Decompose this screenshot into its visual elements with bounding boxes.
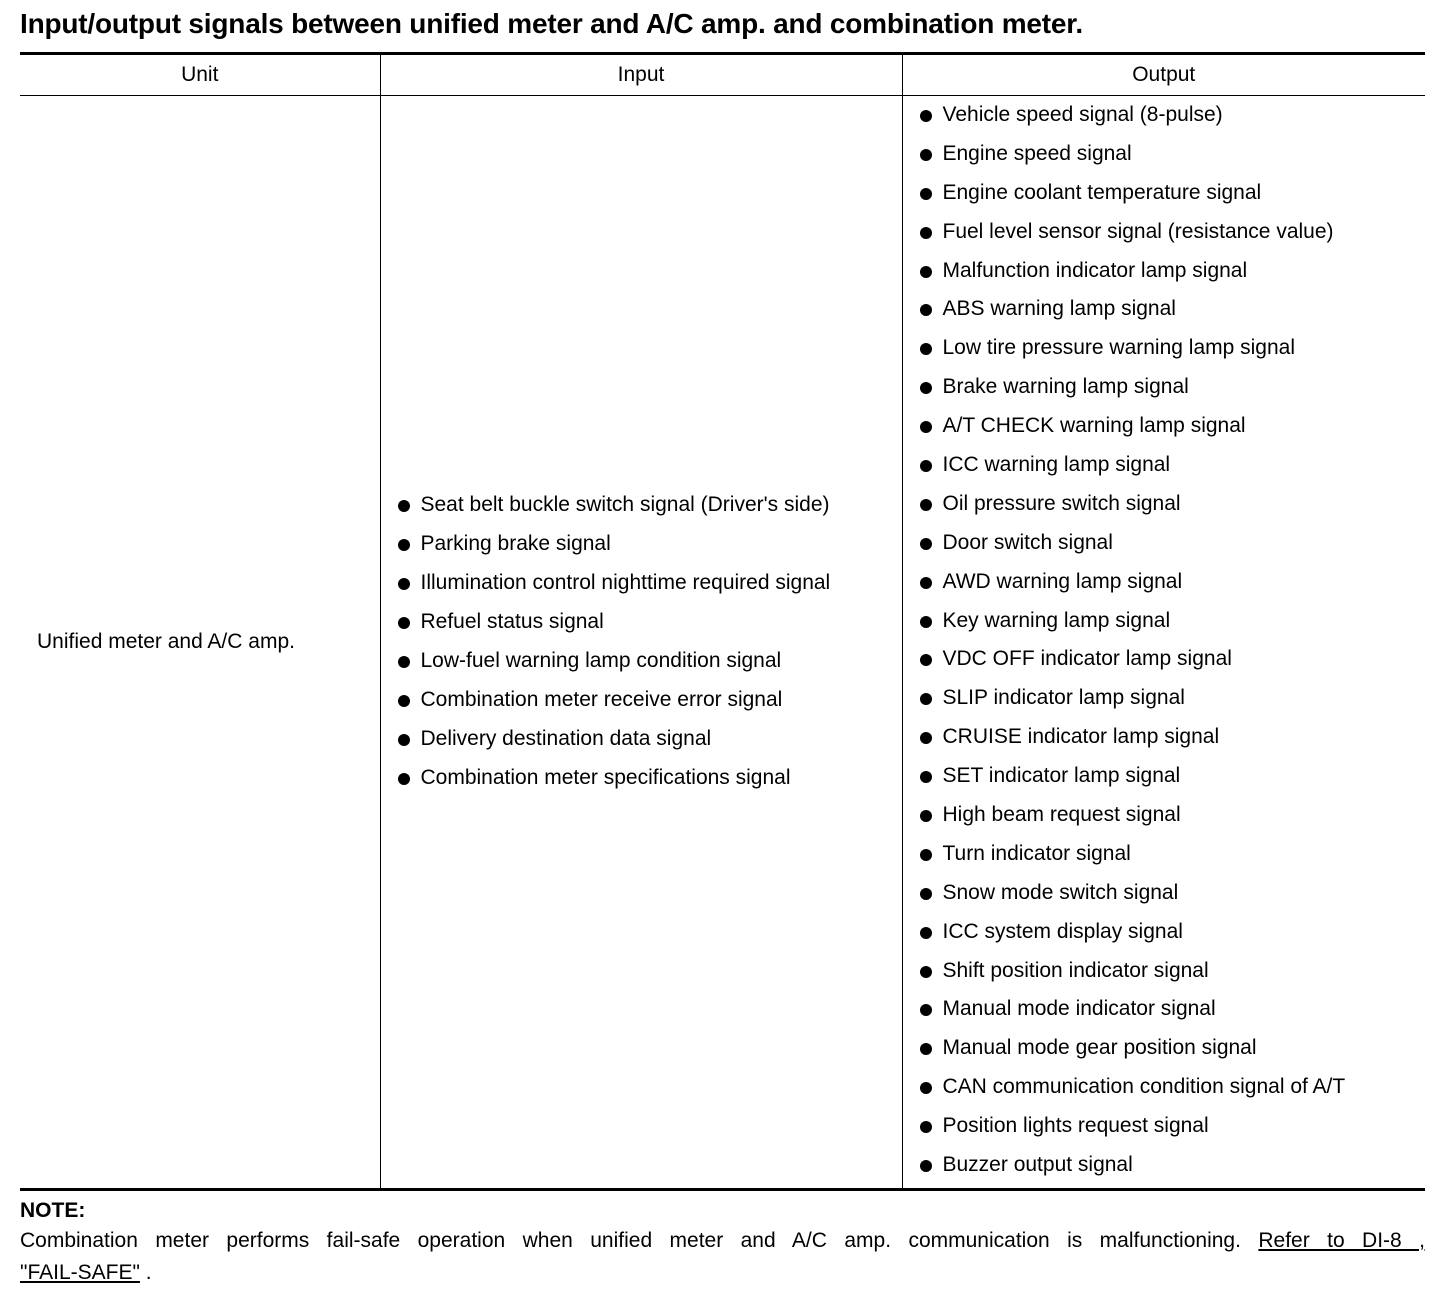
input-signal-item — [397, 720, 902, 759]
signal-label: Buzzer output signal — [942, 1153, 1133, 1177]
signal-label: CAN communication condition signal of A/T — [942, 1075, 1346, 1099]
bullet-icon — [920, 1043, 932, 1055]
note-section — [20, 1197, 1425, 1289]
signal-label: High beam request signal — [942, 803, 1181, 827]
output-signal-item — [919, 952, 1426, 991]
signal-label: Seat belt buckle switch signal (Driver's side) — [420, 493, 830, 517]
bullet-icon — [920, 343, 932, 355]
output-signal-item — [919, 524, 1426, 563]
output-signal-item — [919, 913, 1426, 952]
output-signal-list — [903, 96, 1426, 1188]
input-signal-list — [381, 486, 902, 797]
signal-label: Engine coolant temperature signal — [942, 180, 1262, 204]
signal-label: A/T CHECK warning lamp signal — [942, 414, 1246, 438]
output-cell — [902, 96, 1425, 1190]
input-signal-item — [397, 642, 902, 681]
signal-label: VDC OFF indicator lamp signal — [942, 647, 1232, 671]
table-row — [20, 96, 1425, 1190]
bullet-icon — [920, 654, 932, 666]
output-signal-item — [919, 990, 1426, 1029]
signal-label: Shift position indicator signal — [942, 958, 1209, 982]
note-tail: . — [139, 1260, 152, 1284]
signal-label: CRUISE indicator lamp signal — [942, 725, 1220, 749]
signal-label: SLIP indicator lamp signal — [942, 686, 1185, 710]
input-signal-item — [397, 603, 902, 642]
signal-label: Delivery destination data signal — [420, 726, 712, 750]
bullet-icon — [920, 460, 932, 472]
signal-label: Fuel level sensor signal (resistance value) — [942, 219, 1334, 243]
output-signal-item — [919, 1029, 1426, 1068]
input-signal-item — [397, 486, 902, 525]
output-signal-item — [919, 874, 1426, 913]
bullet-icon — [398, 695, 410, 707]
output-signal-item — [919, 757, 1426, 796]
bullet-icon — [920, 810, 932, 822]
signal-label: AWD warning lamp signal — [942, 569, 1183, 593]
bullet-icon — [920, 382, 932, 394]
signals-table — [20, 52, 1425, 1191]
output-signal-item — [919, 174, 1426, 213]
bullet-icon — [920, 1121, 932, 1133]
signal-label: Position lights request signal — [942, 1114, 1209, 1138]
output-signal-item — [919, 96, 1426, 135]
signal-label: Oil pressure switch signal — [942, 491, 1181, 515]
bullet-icon — [920, 616, 932, 628]
bullet-icon — [920, 227, 932, 239]
signal-label: Engine speed signal — [942, 141, 1132, 165]
signal-label: Low-fuel warning lamp condition signal — [420, 648, 782, 672]
output-signal-item — [919, 835, 1426, 874]
output-signal-item — [919, 679, 1426, 718]
output-signal-item — [919, 407, 1426, 446]
bullet-icon — [920, 110, 932, 122]
bullet-icon — [920, 1160, 932, 1172]
bullet-icon — [398, 617, 410, 629]
bullet-icon — [920, 1082, 932, 1094]
bullet-icon — [398, 656, 410, 668]
signal-label: SET indicator lamp signal — [942, 764, 1181, 788]
output-signal-item — [919, 602, 1426, 641]
signal-label: Turn indicator signal — [942, 841, 1131, 865]
signal-label: ICC system display signal — [942, 919, 1183, 943]
output-signal-item — [919, 563, 1426, 602]
bullet-icon — [920, 538, 932, 550]
signal-label: Vehicle speed signal (8-pulse) — [942, 103, 1223, 126]
bullet-icon — [920, 577, 932, 589]
bullet-icon — [398, 773, 410, 785]
column-header-input: Input — [380, 54, 902, 96]
signal-label: Malfunction indicator lamp signal — [942, 258, 1248, 282]
input-signal-item — [397, 759, 902, 798]
bullet-icon — [920, 771, 932, 783]
output-signal-item — [919, 1146, 1426, 1185]
output-signal-item — [919, 485, 1426, 524]
bullet-icon — [920, 149, 932, 161]
note-body — [20, 1225, 1425, 1257]
note-text: Combination meter performs fail-safe operation when unified meter and A/C amp. communication is malfunctioning. — [20, 1228, 1241, 1252]
signal-label: Manual mode gear position signal — [942, 1036, 1257, 1060]
signal-label: Brake warning lamp signal — [942, 375, 1189, 399]
bullet-icon — [920, 1004, 932, 1016]
signal-label: Illumination control nighttime required signal — [420, 571, 831, 595]
document-page — [20, 0, 1425, 1289]
note-last-line — [20, 1257, 1425, 1289]
bullet-icon — [920, 732, 932, 744]
bullet-icon — [398, 734, 410, 746]
output-signal-item — [919, 718, 1426, 757]
signal-label: Key warning lamp signal — [942, 608, 1171, 632]
bullet-icon — [920, 966, 932, 978]
output-signal-item — [919, 1107, 1426, 1146]
page-title: Input/output signals between unified meter and A/C amp. and combination meter. — [20, 8, 1084, 39]
output-signal-item — [919, 329, 1426, 368]
input-signal-item — [397, 525, 902, 564]
input-signal-item — [397, 681, 902, 720]
signal-label: ICC warning lamp signal — [942, 453, 1171, 477]
output-signal-item — [919, 290, 1426, 329]
bullet-icon — [398, 500, 410, 512]
bullet-icon — [920, 499, 932, 511]
signal-label: Low tire pressure warning lamp signal — [942, 336, 1295, 360]
output-signal-item — [919, 446, 1426, 485]
column-header-unit: Unit — [20, 54, 380, 96]
bullet-icon — [920, 849, 932, 861]
output-signal-item — [919, 368, 1426, 407]
signal-label: Door switch signal — [942, 530, 1113, 554]
bullet-icon — [398, 539, 410, 551]
input-cell — [380, 96, 902, 1190]
refer-di-8-link[interactable]: Refer to DI-8 , — [1258, 1228, 1425, 1252]
bullet-icon — [920, 888, 932, 900]
bullet-icon — [398, 578, 410, 590]
output-signal-item — [919, 1068, 1426, 1107]
output-signal-item — [919, 135, 1426, 174]
output-signal-item — [919, 796, 1426, 835]
signal-label: ABS warning lamp signal — [942, 297, 1176, 321]
signal-label: Snow mode switch signal — [942, 880, 1179, 904]
signal-label: Manual mode indicator signal — [942, 997, 1216, 1021]
bullet-icon — [920, 188, 932, 200]
signal-label: Refuel status signal — [420, 610, 604, 634]
fail-safe-link[interactable]: "FAIL-SAFE" — [20, 1260, 140, 1284]
bullet-icon — [920, 304, 932, 316]
bullet-icon — [920, 421, 932, 433]
output-signal-item — [919, 640, 1426, 679]
bullet-icon — [920, 927, 932, 939]
unit-cell: Unified meter and A/C amp. — [37, 629, 295, 653]
note-heading: NOTE: — [20, 1198, 86, 1222]
output-signal-item — [919, 252, 1426, 291]
signal-label: Parking brake signal — [420, 532, 611, 556]
bullet-icon — [920, 693, 932, 705]
bullet-icon — [920, 266, 932, 278]
signal-label: Combination meter receive error signal — [420, 687, 783, 711]
column-header-output: Output — [902, 54, 1425, 96]
input-signal-item — [397, 564, 902, 603]
signal-label: Combination meter specifications signal — [420, 765, 791, 789]
output-signal-item — [919, 213, 1426, 252]
table-header-row — [20, 54, 1425, 96]
